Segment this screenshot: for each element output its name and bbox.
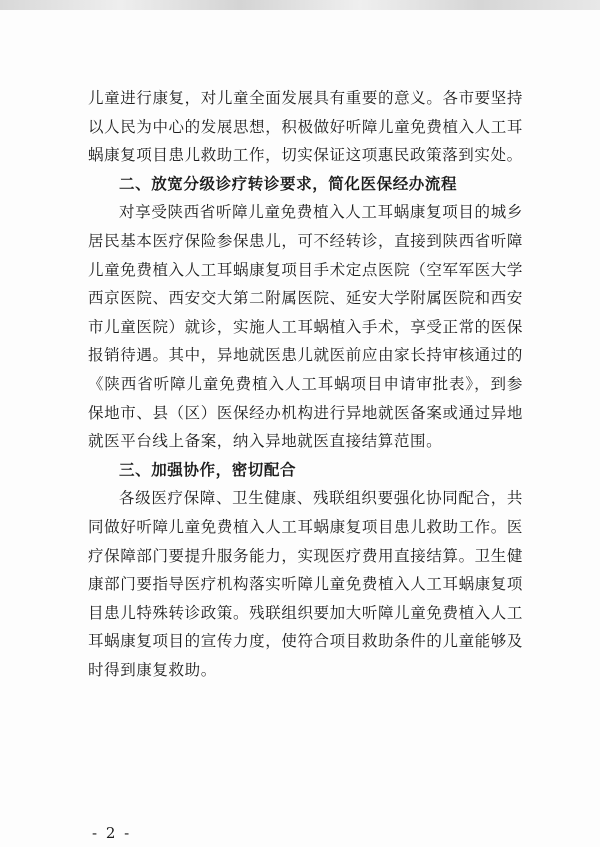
scan-top-edge	[0, 0, 600, 10]
page-number: - 2 -	[92, 824, 132, 842]
paragraph-continuation: 儿童进行康复，对儿童全面发展具有重要的意义。各市要坚持以人民为中心的发展思想，积极做好听障儿童免费植入人工耳蜗康复项目患儿救助工作，切实保证这项惠民政策落到实处。	[88, 89, 523, 165]
paragraph-insurance-process: 对享受陕西省听障儿童免费植入人工耳蜗康复项目的城乡居民基本医疗保险参保患儿，可不经转诊，直接到陕西省听障儿童免费植入人工耳蜗康复项目手术定点医院（空军军医大学西京医院、西安交大第二附属医院、延安大学附属医院和西安市儿童医院）就诊，实施人工耳蜗植入手术，享受正常的医保报销待遇。其中，异地就医患儿就医前应由家长持审核通过的《陕西省听障儿童免费植入人工耳蜗项目申请审批表》，到参保地市、县（区）医保经办机构进行异地就医备案或通过异地就医平台线上备案，纳入异地就医直接结算范围。	[88, 203, 523, 451]
document-body	[88, 84, 523, 684]
section-heading-2: 二、放宽分级诊疗转诊要求，简化医保经办流程	[119, 174, 458, 193]
paragraph-cooperation: 各级医疗保障、卫生健康、残联组织要强化协同配合，共同做好听障儿童免费植入人工耳蜗康复项目患儿救助工作。医疗保障部门要提升服务能力，实现医疗费用直接结算。卫生健康部门要指导医疗机构落实听障儿童免费植入人工耳蜗康复项目患儿特殊转诊政策。残联组织要加大听障儿童免费植入人工耳蜗康复项目的宣传力度，使符合项目救助条件的儿童能够及时得到康复救助。	[88, 489, 523, 679]
section-heading-3: 三、加强协作，密切配合	[119, 460, 297, 479]
